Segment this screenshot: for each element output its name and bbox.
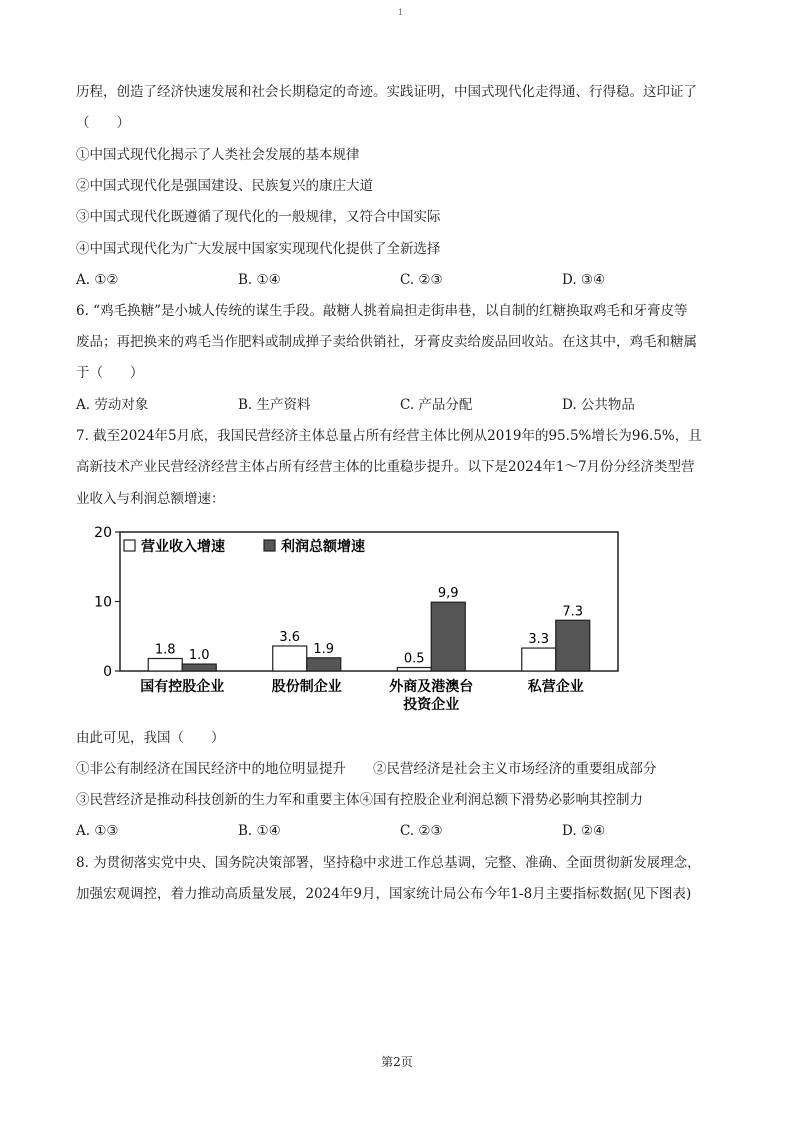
bar [148, 658, 182, 671]
q5-option-b: B. ①④ [238, 272, 281, 288]
bar [273, 646, 307, 671]
data-label: 3.6 [279, 629, 301, 645]
q7-option-a: A. ①③ [76, 823, 119, 839]
q7-stem-line2: 高新技术产业民营经济经营主体占所有经营主体的比重稳步提升。以下是2024年1～7月份分经济类型营 [76, 459, 695, 475]
q6-option-d: D. 公共物品 [562, 397, 635, 413]
q5-item-1: ①中国式现代化揭示了人类社会发展的基本规律 [76, 147, 360, 163]
q7-stem-line1: 7. 截至2024年5月底，我国民营经济主体总量占所有经营主体比例从2019年的95.5%增长为96.5%，且 [76, 428, 702, 444]
bar [397, 668, 431, 671]
page-footer: 第2页 [381, 1055, 413, 1069]
data-label: 3.3 [528, 632, 550, 648]
q5-option-a: A. ①② [76, 272, 119, 288]
chart-legend [124, 538, 365, 555]
q7-option-b: B. ①④ [238, 823, 281, 839]
q7-option-d: D. ②④ [562, 823, 606, 839]
legend-swatch [264, 540, 275, 551]
page-top-mark: 1 [398, 8, 404, 17]
q6-option-c: C. 产品分配 [400, 397, 473, 413]
bar [522, 648, 556, 671]
data-label: 9,9 [437, 586, 459, 602]
q7-stem-line3: 业收入与利润总额增速： [76, 491, 225, 507]
q7-after-chart: 由此可见，我国（ ） [76, 730, 225, 746]
q6-stem-line3: 于（ ） [76, 365, 144, 381]
bar [307, 658, 341, 671]
q6-option-b: B. 生产资料 [238, 397, 311, 413]
data-label: 7.3 [562, 604, 584, 620]
data-label: 1.9 [313, 641, 335, 657]
q5-item-2: ②中国式现代化是强国建设、民族复兴的康庄大道 [76, 178, 373, 194]
legend-label: 利润总额增速 [281, 539, 365, 555]
data-label: 1.0 [188, 648, 210, 664]
bar [556, 620, 590, 671]
bar [182, 664, 216, 671]
legend-swatch [124, 540, 135, 551]
q5-item-3: ③中国式现代化既遵循了现代化的一般规律，又符合中国实际 [76, 209, 441, 225]
q6-stem-line2: 废品；再把换来的鸡毛当作肥料或制成掸子卖给供销社，牙膏皮卖给废品回收站。在这其中，鸡毛和糖属 [76, 334, 697, 350]
growth-bar-chart [76, 520, 636, 720]
category-label: 外商及港澳台 [389, 679, 474, 695]
category-label: 国有控股企业 [140, 679, 225, 695]
q5-stem-line2: （ ） [76, 115, 130, 131]
category-label: 投资企业 [403, 697, 460, 713]
q5-option-d: D. ③④ [562, 272, 606, 288]
q8-stem-line2: 加强宏观调控，着力推动高质量发展，2024年9月，国家统计局公布今年1-8月主要指标数据(见下图表) [76, 886, 692, 902]
data-label: 1.8 [154, 642, 176, 658]
legend-label: 营业收入增速 [141, 539, 225, 555]
q6-stem-line1: 6. “鸡毛换糖”是小城人传统的谋生手段。敲糖人挑着扁担走街串巷，以自制的红糖换取鸡毛和牙膏皮等 [76, 303, 688, 319]
q7-option-c: C. ②③ [400, 823, 443, 839]
y-tick-label: 10 [94, 594, 112, 611]
q5-item-4: ④中国式现代化为广大发展中国家实现现代化提供了全新选择 [76, 241, 441, 257]
y-tick-label: 20 [94, 525, 112, 541]
q8-stem-line1: 8. 为贯彻落实党中央、国务院决策部署，坚持稳中求进工作总基调，完整、准确、全面贯彻新发展理念， [76, 855, 701, 871]
y-tick-label: 0 [103, 664, 112, 680]
q7-items-line1: ①非公有制经济在国民经济中的地位明显提升 ②民营经济是社会主义市场经济的重要组成部分 [76, 761, 657, 777]
q5-stem-line1: 历程，创造了经济快速发展和社会长期稳定的奇迹。实践证明，中国式现代化走得通、行得稳。这印证了 [76, 84, 697, 100]
category-label: 股份制企业 [271, 679, 342, 695]
q5-option-c: C. ②③ [400, 272, 443, 288]
bar [431, 602, 465, 671]
data-label: 0.5 [403, 651, 425, 667]
category-label: 私营企业 [527, 679, 584, 695]
q6-option-a: A. 劳动对象 [76, 397, 149, 413]
q7-items-line2: ③民营经济是推动科技创新的生力军和重要主体④国有控股企业利润总额下滑势必影响其控制力 [76, 792, 643, 808]
